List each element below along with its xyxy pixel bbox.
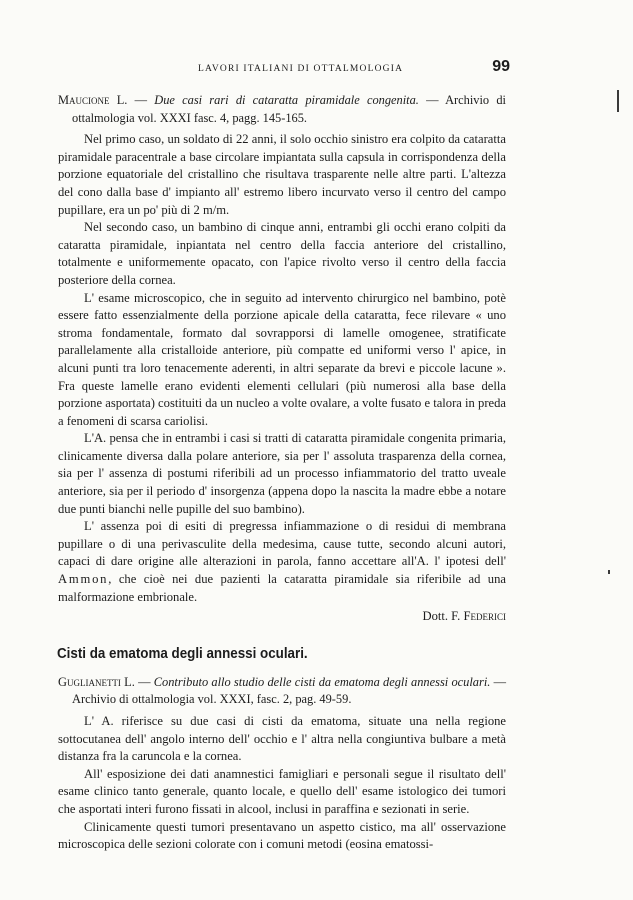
article2-paragraph: Clinicamente questi tumori presentavano un aspetto cistico, ma all' osservazione microscopica delle sezioni colorate con i comuni metodi (eosina ematossi- <box>58 819 506 852</box>
article2-reference: Guglianetti L. — Contributo allo studio delle cisti da ematoma degli annessi oculari. — Archivio di ottalmologia vol. XXXI, fasc. 2, pag. 49-59. <box>58 674 507 707</box>
article1-title: Due casi rari di cataratta piramidale congenita. <box>154 93 419 107</box>
scan-edge-mark-top <box>617 90 619 112</box>
signature-name: Federici <box>463 609 506 624</box>
article1-paragraph-text: , che cioè nei due pazienti la cataratta piramidale sia riferibile ad una malformazione embrionale. <box>58 572 506 604</box>
page-header <box>58 58 510 80</box>
article1-paragraph: Nel secondo caso, un bambino di cinque anni, entrambi gli occhi erano colpiti da cataratta piramidale, inpiantata nel centro della faccia anteriore del cristallino, totalmente e uniformemente opacato, con l'apice rivolto verso il centro della faccia posteriore della cornea. <box>58 220 506 287</box>
article2-paragraph: All' esposizione dei dati anamnestici famigliari e personali segue il risultato dell' esame clinico tanto generale, quanto locale, e quello dell' esame istologico dei tumori che asportati interi furono fissati in alcool, inclusi in paraffina e sezionati in serie. <box>58 766 506 816</box>
signature-prefix: Dott. F. <box>422 609 461 624</box>
article1-paragraph: L'A. pensa che in entrambi i casi si tratti di cataratta piramidale congenita primaria, clinicamente diversa dalla polare anteriore, sia per l' assoluta trasparenza della cornea, sia per l' assenza di postumi riferibili ad un processo infiammatorio del tratto uveale anteriore, sia per il periodo d' insorgenza (appena dopo la nascita la madre ebbe a notare due punti bianchi nelle pupille del suo bambino). <box>58 431 506 516</box>
article1-reference: Maucione L. — Due casi rari di cataratta piramidale congenita. — Archivio di ottalmologia vol. XXXI fasc. 4, pagg. 145-165. <box>58 93 506 125</box>
running-title: LAVORI ITALIANI DI OTTALMOLOGIA <box>198 64 404 74</box>
article2-paragraph: L' A. riferisce su due casi di cisti da ematoma, situate una nella regione sottocutanea dell' angolo interno dell' occhio e l' altra nella congiuntiva bulbare a metà distanza fra la caruncola e la cornea. <box>58 714 506 764</box>
article1-source: — Archivio di ottalmologia vol. XXXI fasc. 4, pagg. 145-165. <box>72 93 506 125</box>
author-reference-ammon: Ammon <box>58 572 109 587</box>
page-number: 99 <box>492 58 510 75</box>
article1-paragraph-last <box>58 518 506 606</box>
article2-source: — Archivio di ottalmologia vol. XXXI, fasc. 2, pag. 49-59. <box>72 674 507 707</box>
article1-author: Maucione L. <box>58 93 128 107</box>
article1-paragraph: L' esame microscopico, che in seguito ad intervento chirurgico nel bambino, potè essere fatto essenzialmente della porzione apicale della cataratta, fece rilevare « uno stroma fondamentale, formato dal sovrapporsi di lamelle omogenee, stratificate parallelamente alla cristalloide anteriore, più compatte ed uniformi verso l' apice, in alcuni punti tra loro tenacemente aderenti, in altri separate da brevi e piccole lacune ». Fra queste lamelle erano evidenti elementi cellulari (più numerosi alla base della porzione asportata) costituiti da un nucleo a volte ovalare, a volte fusato e talora in preda a fenomeni di scarsa cariolisi. <box>58 290 506 428</box>
article2-author: Guglianetti L. <box>58 674 135 689</box>
article2-title: Contributo allo studio delle cisti da ematoma degli annessi oculari. <box>153 674 491 689</box>
article1-paragraph: Nel primo caso, un soldato di 22 anni, il solo occhio sinistro era colpito da cataratta piramidale paracentrale a base circolare impiantata sulla capsula in corrispondenza della porzione equatoriale del cristallino che risultava trasparente nelle altre parti. L'altezza del cono dalla base d' impianto all' estremo libero incurvato verso il centro del campo pupillare, era un po' più di 2 m/m. <box>58 132 506 217</box>
article1-signature <box>58 608 506 626</box>
page <box>57 58 510 854</box>
article1-paragraph-text: L' assenza poi di esiti di pregressa infiammazione o di residui di membrana pupillare o di una perivasculite della medesima, cause tutte, secondo alcuni autori, capaci di dare origine alle alterazioni in parola, fanno accettare all'A. l' ipotesi dell' <box>58 519 506 569</box>
section-heading: Cisti da ematoma degli annessi oculari. <box>57 645 308 662</box>
scan-edge-mark-bottom <box>608 570 610 574</box>
